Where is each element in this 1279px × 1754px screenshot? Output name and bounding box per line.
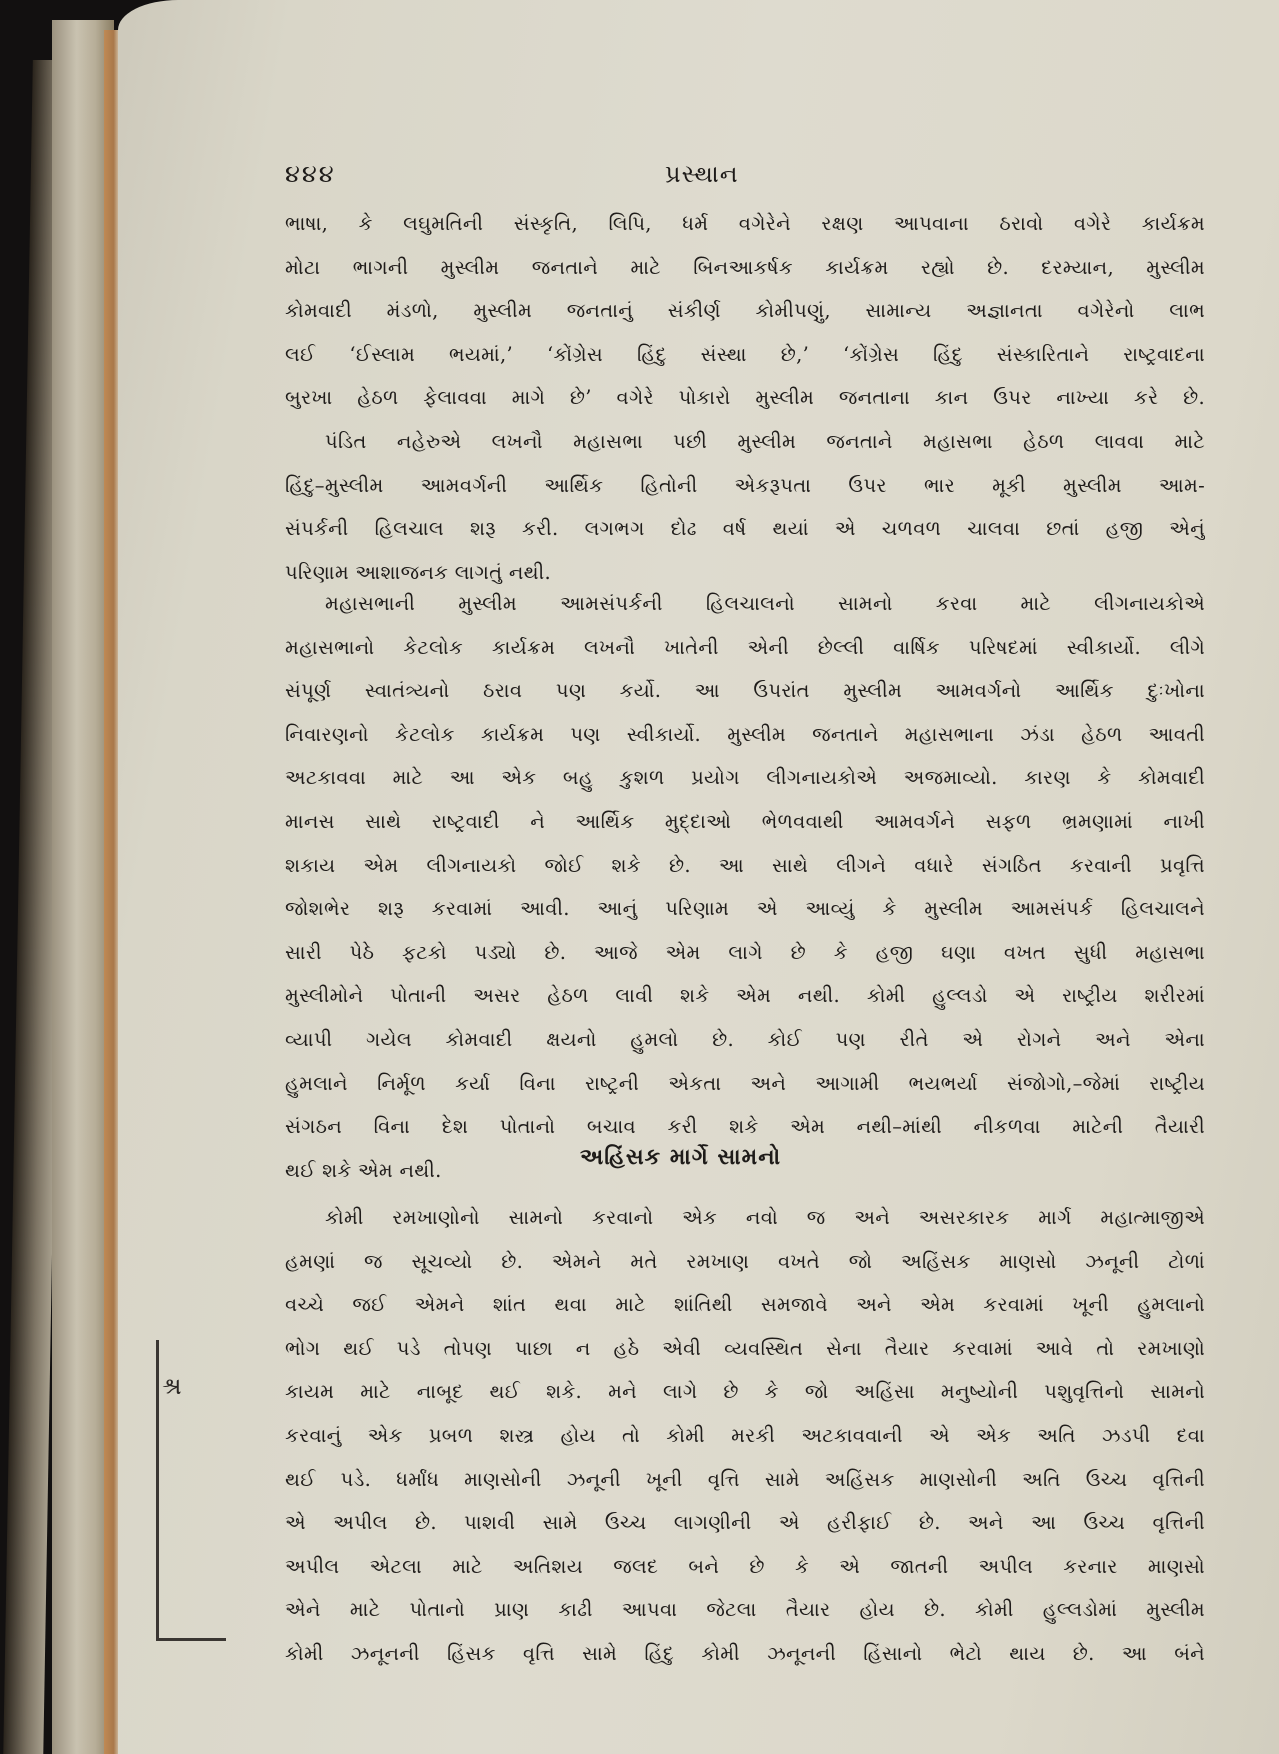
text-line: બુરખા હેઠળ ફેલાવવા માગે છે’ વગેરે પોકારો મુસ્લીમ જનતાના કાન ઉપર નાખ્યા કરે છે. bbox=[285, 386, 1205, 410]
text-line: મહાસભાની મુસ્લીમ આમસંપર્કની હિલચાલનો સામનો કરવા માટે લીગનાયકોએ bbox=[325, 592, 1205, 615]
text-line: સંપર્કની હિલચાલ શરૂ કરી. લગભગ દોઢ વર્ષ થયાં એ ચળવળ ચાલવા છતાં હજી એનું bbox=[285, 517, 1205, 541]
text-line: એને માટે પોતાનો પ્રાણ કાઢી આપવા જેટલા તૈયાર હોય છે. કોમી હુલ્લડોમાં મુસ્લીમ bbox=[285, 1598, 1205, 1622]
page-number: ૪૪૪ bbox=[285, 160, 336, 188]
paragraph-4 bbox=[285, 1196, 1205, 1676]
text-line: હિંદુ–મુસ્લીમ આમવર્ગની આર્થિક હિતોની એકરૂપતા ઉપર ભાર મૂકી મુસ્લીમ આમ- bbox=[285, 473, 1205, 497]
running-title: પ્રસ્થાન bbox=[665, 160, 739, 188]
paragraph-1 bbox=[285, 202, 1205, 420]
paragraph-3 bbox=[285, 582, 1205, 1192]
text-line: શકાય એમ લીગનાયકો જોઈ શકે છે. આ સાથે લીગને વધારે સંગઠિત કરવાની પ્રવૃત્તિ bbox=[285, 853, 1205, 877]
text-line: સારી પેઠે ફટકો પડ્યો છે. આજે એમ લાગે છે કે હજી ઘણા વખત સુધી મહાસભા bbox=[285, 940, 1205, 964]
paragraph-2 bbox=[285, 420, 1205, 594]
text-line: સંપૂર્ણ સ્વાતંત્ર્યનો ઠરાવ પણ કર્યો. આ ઉપરાંત મુસ્લીમ આમવર્ગનો આર્થિક દુઃખોના bbox=[285, 679, 1205, 703]
text-line: એ અપીલ છે. પાશવી સામે ઉચ્ચ લાગણીની એ હરીફાઈ છે. અને આ ઉચ્ચ વૃત્તિની bbox=[285, 1511, 1205, 1535]
text-line: ભાષા, કે લઘુમતિની સંસ્કૃતિ, લિપિ, ધર્મ વગેરેને રક્ષણ આપવાના ઠરાવો વગેરે કાર્યક્રમ bbox=[285, 212, 1205, 235]
running-head bbox=[285, 160, 965, 196]
margin-mark: શ્ર bbox=[162, 1372, 182, 1400]
text-line: કોમી રમખાણોનો સામનો કરવાનો એક નવો જ અને અસરકારક માર્ગ મહાત્માજીએ bbox=[325, 1206, 1205, 1229]
text-line: નિવારણનો કેટલોક કાર્યક્રમ પણ સ્વીકાર્યો. મુસ્લીમ જનતાને મહાસભાના ઝંડા હેઠળ આવતી bbox=[285, 722, 1205, 746]
section-heading: અહિંસક માર્ગે સામનો bbox=[580, 1144, 782, 1170]
text-line: સંગઠન વિના દેશ પોતાનો બચાવ કરી શકે એમ નથી–માંથી નીકળવા માટેની તૈયારી bbox=[285, 1115, 1205, 1139]
text-line: કરવાનું એક પ્રબળ શસ્ત્ર હોય તો કોમી મરકી અટકાવવાની એ એક અતિ ઝડપી દવા bbox=[285, 1423, 1205, 1447]
text-line: જોશભેર શરૂ કરવામાં આવી. આનું પરિણામ એ આવ્યું કે મુસ્લીમ આમસંપર્ક હિલચાલને bbox=[285, 897, 1205, 921]
text-line: વચ્ચે જઈ એમને શાંત થવા માટે શાંતિથી સમજાવે અને એમ કરવામાં ખૂની હુમલાનો bbox=[285, 1293, 1205, 1317]
text-line: લઈ ‘ઈસ્લામ ભયમાં,’ ‘કોંગ્રેસ હિંદુ સંસ્થા છે,’ ‘કોંગ્રેસ હિંદુ સંસ્કારિતાને રાષ્ટ્રવાદના bbox=[285, 342, 1205, 366]
text-line: કાયમ માટે નાબૂદ થઈ શકે. મને લાગે છે કે જો અહિંસા મનુષ્યોની પશુવૃત્તિનો સામનો bbox=[285, 1380, 1205, 1404]
text-line: કોમવાદી મંડળો, મુસ્લીમ જનતાનું સંકીર્ણ કોમીપણું, સામાન્ય અજ્ઞાનતા વગેરેનો લાભ bbox=[285, 299, 1205, 323]
text-line: અટકાવવા માટે આ એક બહુ કુશળ પ્રયોગ લીગનાયકોએ અજમાવ્યો. કારણ કે કોમવાદી bbox=[285, 766, 1205, 790]
text-line: હુમલાને નિર્મૂળ કર્યા વિના રાષ્ટ્રની એકતા અને આગામી ભયભર્યા સંજોગો,–જેમાં રાષ્ટ્રીય bbox=[285, 1071, 1205, 1095]
margin-rule bbox=[156, 1340, 159, 1640]
text-line: અપીલ એટલા માટે અતિશય જલદ બને છે કે એ જાતની અપીલ કરનાર માણસો bbox=[285, 1554, 1205, 1578]
text-line: થઈ પડે. ધર્માંધ માણસોની ઝનૂની ખૂની વૃત્તિ સામે અહિંસક માણસોની અતિ ઉચ્ચ વૃત્તિની bbox=[285, 1467, 1205, 1491]
text-line: માનસ સાથે રાષ્ટ્રવાદી ને આર્થિક મુદ્દાઓ ભેળવવાથી આમવર્ગને સફળ ભ્રમણામાં નાખી bbox=[285, 809, 1205, 833]
text-line: ભોગ થઈ પડે તોપણ પાછા ન હઠે એવી વ્યવસ્થિત સેના તૈયાર કરવામાં આવે તો રમખાણો bbox=[285, 1336, 1205, 1360]
text-line: પરિણામ આશાજનક લાગતું નથી. bbox=[285, 560, 551, 584]
text-line: વ્યાપી ગયેલ કોમવાદી ક્ષયનો હુમલો છે. કોઈ પણ રીતે એ રોગને અને એના bbox=[285, 1027, 1205, 1051]
margin-rule-bottom bbox=[156, 1638, 226, 1641]
text-line: થઈ શકે એમ નથી. bbox=[285, 1158, 442, 1182]
text-line: કોમી ઝનૂનની હિંસક વૃત્તિ સામે હિંદુ કોમી ઝનૂનની હિંસાનો ભેટો થાય છે. આ બંને bbox=[285, 1641, 1205, 1665]
text-line: પંડિત નહેરુએ લખનૌ મહાસભા પછી મુસ્લીમ જનતાને મહાસભા હેઠળ લાવવા માટે bbox=[325, 430, 1205, 453]
text-line: મોટા ભાગની મુસ્લીમ જનતાને માટે બિનઆકર્ષક કાર્યક્રમ રહ્યો છે. દરમ્યાન, મુસ્લીમ bbox=[285, 255, 1205, 279]
text-line: મહાસભાનો કેટલોક કાર્યક્રમ લખનૌ ખાતેની એની છેલ્લી વાર્ષિક પરિષદમાં સ્વીકાર્યો. લીગે bbox=[285, 635, 1205, 659]
text-line: મુસ્લીમોને પોતાની અસર હેઠળ લાવી શકે એમ નથી. કોમી હુલ્લડો એ રાષ્ટ્રીય શરીરમાં bbox=[285, 984, 1205, 1008]
text-line: હમણાં જ સૂચવ્યો છે. એમને મતે રમખાણ વખતે જો અહિંસક માણસો ઝનૂની ટોળાં bbox=[285, 1249, 1205, 1273]
